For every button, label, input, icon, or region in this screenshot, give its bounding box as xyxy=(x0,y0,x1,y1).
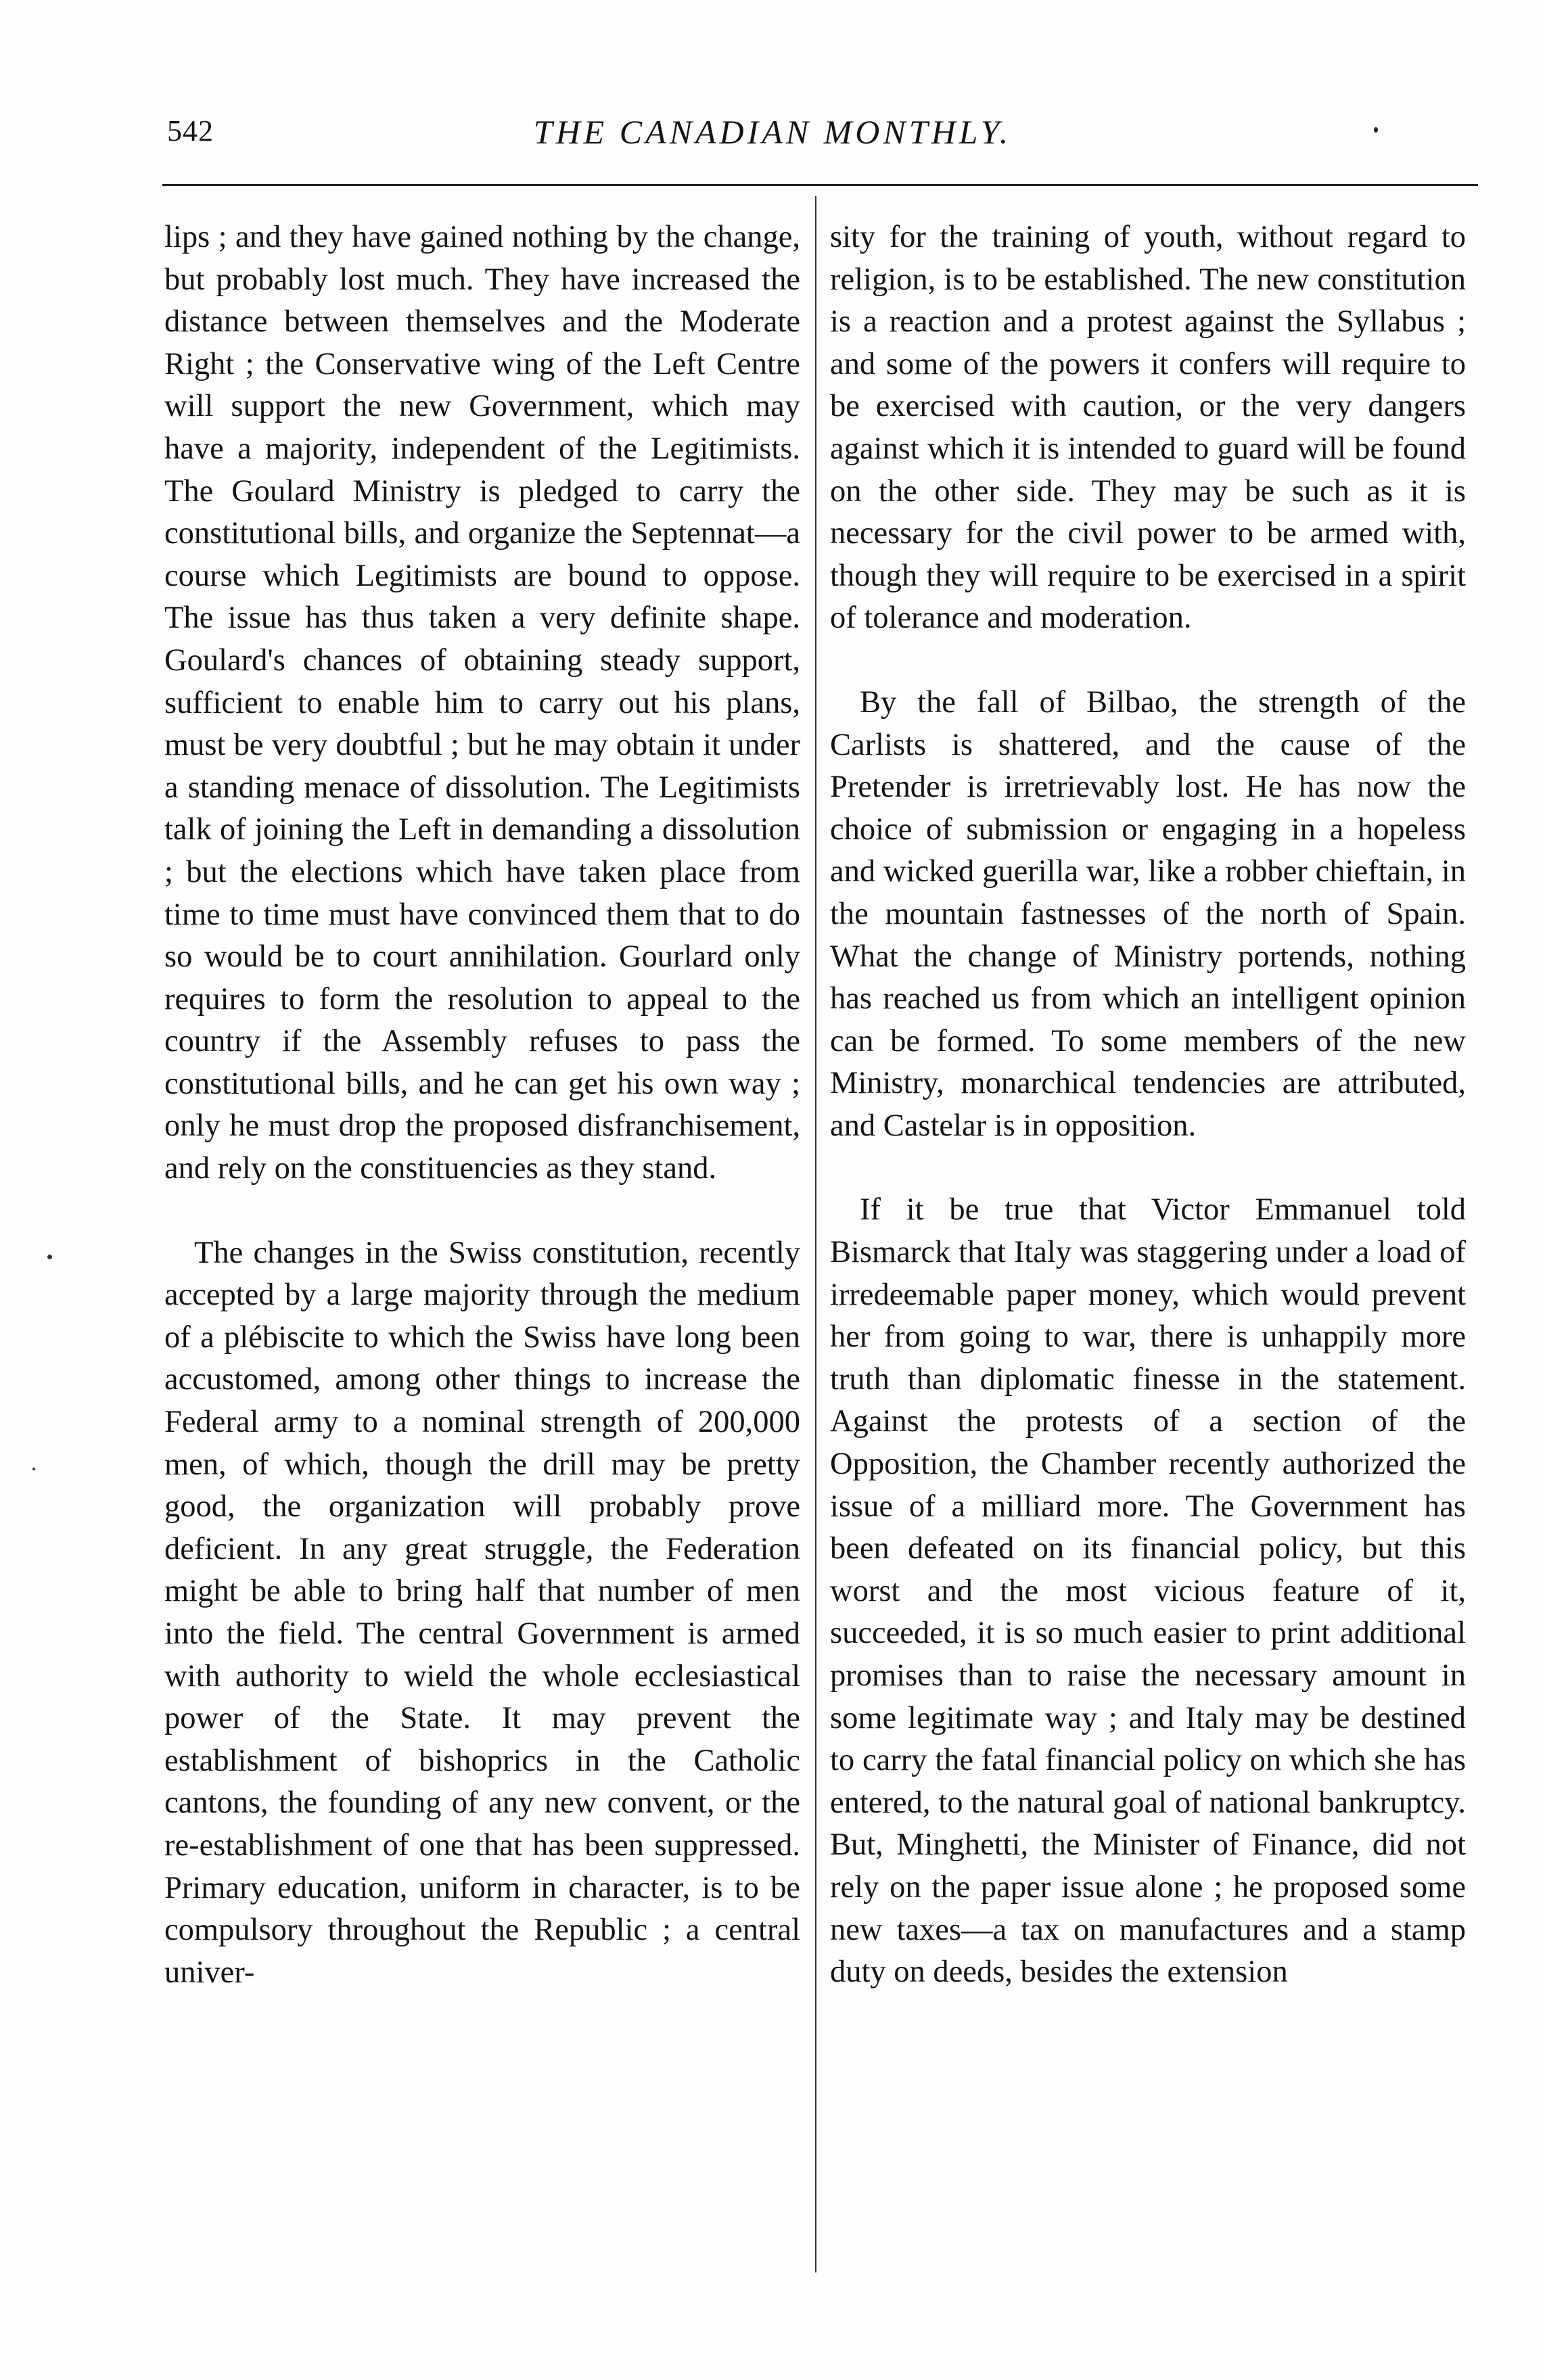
column-divider xyxy=(815,196,816,2272)
paragraph: The changes in the Swiss constitution, recently accepted by a large majority through the medium of a plébiscite to which the Swiss have long been accustomed, among other things to increase the Federal army to a nominal strength of 200,000 men, of which, though the drill may be pretty good, the organization will probably prove deficient. In any great struggle, the Federation might be able to bring half that number of men into the field. The central Government is armed with authority to wield the whole ecclesiastical power of the State. It may prevent the establishment of bishoprics in the Catholic cantons, the founding of any new convent, or the re-establishment of one that has been suppressed. Primary education, uniform in character, is to be compulsory throughout the Republic ; a central univer- xyxy=(164,1235,800,1990)
paragraph: sity for the training of youth, without regard to religion, is to be established. The new constitution is a reaction and a protest against the Syllabus ; and some of the powers it confers will require to be exercised with caution, or the very dangers against which it is intended to guard will be found on the other side. They may be such as it is necessary for the civil power to be armed with, though they will require to be exercised in a spirit of tolerance and moderation. xyxy=(830,220,1466,636)
margin-speck xyxy=(32,1468,35,1470)
right-column xyxy=(830,216,1466,1994)
left-column xyxy=(164,216,800,1994)
page-number: 542 xyxy=(167,114,214,147)
ink-speck xyxy=(1374,127,1378,133)
running-title: THE CANADIAN MONTHLY. xyxy=(533,113,1012,151)
paragraph: lips ; and they have gained nothing by the change, but probably lost much. They have increased the distance between themselves and the Moderate Right ; the Conservative wing of the Left Centre will support the new Government, which may have a majority, independent of the Legitimists. The Goulard Ministry is pledged to carry the constitutional bills, and organize the Septennat—a course which Legitimists are bound to oppose. The issue has thus taken a very definite shape. Goulard's chances of obtaining steady support, sufficient to enable him to carry out his plans, must be very doubtful ; but he may obtain it under a standing menace of dissolution. The Legitimists talk of joining the Left in demanding a dissolution ; but the elections which have taken place from time to time must have convinced them that to do so would be to court annihilation. Gourlard only requires to form the resolution to appeal to the country if the Assembly refuses to pass the constitutional bills, and he can get his own way ; only he must drop the proposed disfranchisement, and rely on the constituencies as they stand. xyxy=(164,220,800,1186)
header-rule xyxy=(162,184,1478,186)
paragraph: By the fall of Bilbao, the strength of the Carlists is shattered, and the cause of the Pretender is irretrievably lost. He has now the choice of submission or engaging in a hopeless and wicked guerilla war, like a robber chieftain, in the mountain fastnesses of the north of Spain. What the change of Ministry portends, nothing has reached us from which an intelligent opinion can be formed. To some members of the new Ministry, monarchical tendencies are attributed, and Castelar is in opposition. xyxy=(830,684,1466,1143)
margin-speck xyxy=(47,1255,52,1259)
paragraph: If it be true that Victor Emmanuel told Bismarck that Italy was staggering under a load of irredeemable paper money, which would prevent her from going to war, there is unhappily more truth than diplomatic finesse in the statement. Against the protests of a section of the Opposition, the Chamber recently authorized the issue of a milliard more. The Government has been defeated on its financial policy, but this worst and the most vicious feature of it, succeeded, it is so much easier to print additional promises than to raise the necessary amount in some legitimate way ; and Italy may be destined to carry the fatal financial policy on which she has entered, to the natural goal of national bankruptcy. But, Minghetti, the Minister of Finance, did not rely on the paper issue alone ; he proposed some new taxes—a tax on manufactures and a stamp duty on deeds, besides the extension xyxy=(830,1192,1466,1990)
